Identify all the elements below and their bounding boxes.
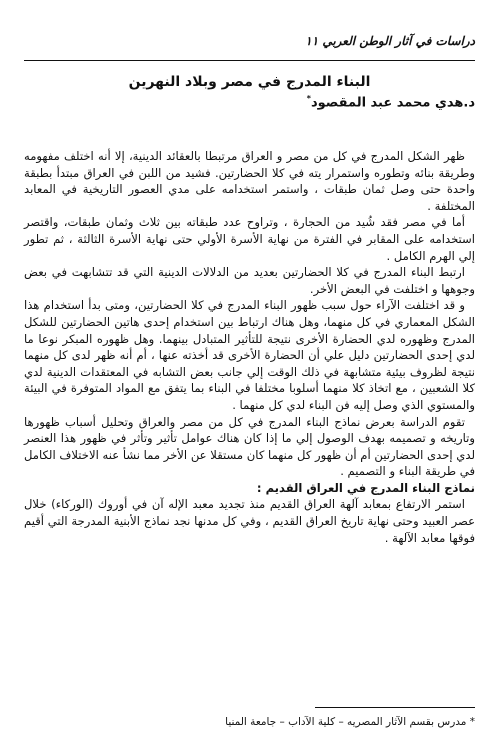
author-footnote-mark: * bbox=[306, 94, 311, 103]
paragraph-2: أما في مصر فقد شُيد من الحجارة ، وتراوح عدد طبقاته بين ثلاث وثمان طبقات، واقتصر استخدامه على المقابر في الفترة من نهاية الأسرة الأولي حتى نهاية الأسرة الثالثة ، ثم تطور إلي الهرم الكامل . bbox=[24, 215, 475, 263]
author-name: د.هدي محمد عبد المقصود bbox=[310, 95, 475, 111]
header-rule bbox=[24, 60, 475, 61]
footnote-rule bbox=[315, 707, 475, 708]
paragraph-5: تقوم الدراسة بعرض نماذج البناء المدرج في كل من مصر والعراق وتحليل أسباب ظهورها وتاريخه و تصميمه بهدف الوصول إلي ما إذا كان هناك عوامل تأثير وتأثر في ظهور هذا العنصر لدي إحدى الحضارتين أم أن ظهور كل منهما كان مستقلا عن الأخر مما نشأ عنه الاختلاف الكامل في طريقة البناء و التصميم . bbox=[24, 414, 475, 479]
paragraph-3: ارتبط البناء المدرج في كلا الحضارتين بعديد من الدلالات الدينية التي قد تتشابهت في بعض وجوهها و اختلفت في البعض الأخر. bbox=[24, 265, 475, 296]
section-subheading: نماذج البناء المدرج في العراق القديم : bbox=[256, 480, 475, 495]
article-title: البناء المدرج في مصر وبلاد النهرين bbox=[128, 74, 371, 90]
paragraph-4: و قد اختلفت الآراء حول سبب ظهور البناء المدرج في كلا الحضارتين، ومتى بدأ استخدام هذا الشكل المعماري في كل منهما، وهل هناك ارتباط بين استخدام إحدى هاتين الحضارتين للشكل المدرج وظهوره لدي الحضارة الأخرى نتيجة للتأثير المتبادل بينهما. وهل ظهوره المبكر نوعا ما لدي إحدى الحضارتين دليل علي أن الحضارة الأخرى قد أخذته عنها ، أم أنه ظهر لدى كل منهما نتيجة لظروف بيئية متشابهة في ذلك الوقت إلي جانب بعض التشابه في المعتقدات الدينية لدي كلا الشعبين ، مع اتخاذ كلا منهما أسلوبا مختلفا في البناء بما يتفق مع المواد المتوفرة في البيئة والمستوي الذي وصل إليه فن البناء لدي كل منهما . bbox=[24, 298, 475, 412]
footnote: * مدرس بقسم الآثار المصريه – كلية الآداب – جامعة المنيا bbox=[225, 716, 475, 728]
author-line bbox=[24, 94, 475, 110]
paragraph-1: ظهر الشكل المدرج في كل من مصر و العراق مرتبطا بالعقائد الدينية، إلا أنه اختلف مفهومه وطريقة بنائه وتطوره واستمرار يته في كلا الحضارتين. فشيد من اللبن في العراق مبتدأ بطبقة واحدة حتى وصل ثمان طبقات ، واستمر استخدامه على مدي العصور التاريخية في المعابد المختلفة . bbox=[24, 149, 475, 213]
article-body bbox=[24, 148, 475, 546]
running-header: دراسات في آثار الوطن العربي ١١ bbox=[305, 34, 475, 48]
paragraph-6: استمر الارتفاع بمعابد آلهة العراق القديم منذ تجديد معبد الإله آن في أوروك (الوركاء) خلال عصر العبيد وحتى نهاية تاريخ العراق القديم ، وفي كل مدنها نجد نماذج الأبنية المدرجة التي أقيم فوقها معابد الآلهة . bbox=[24, 497, 475, 545]
